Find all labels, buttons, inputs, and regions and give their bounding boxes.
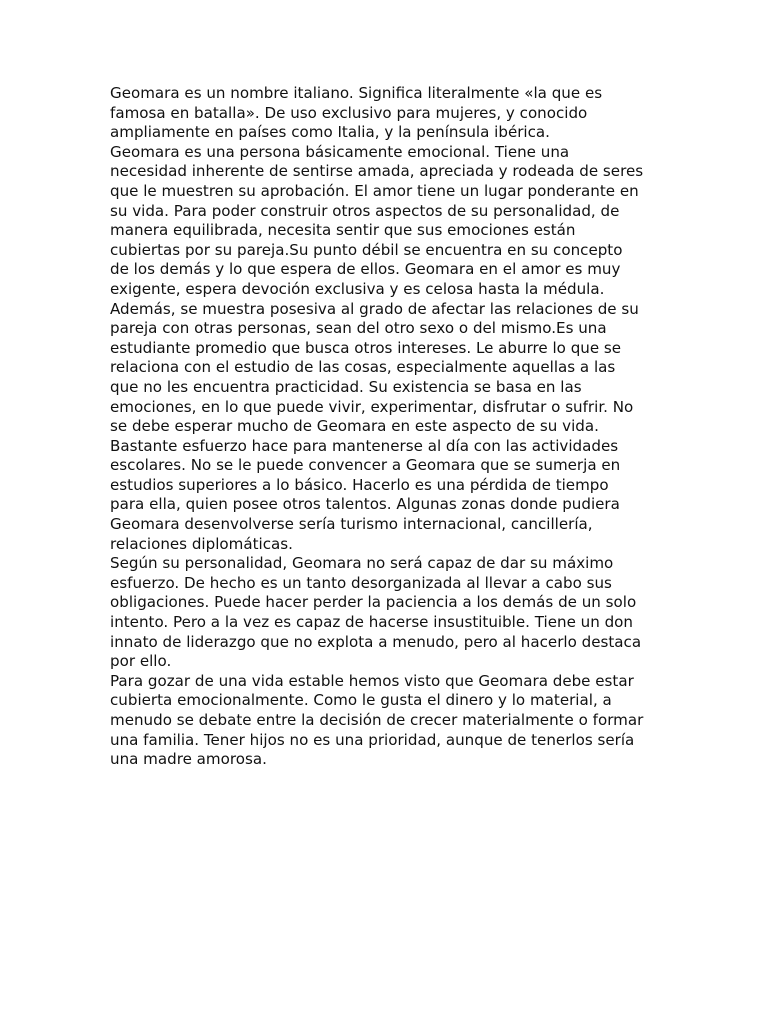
text-line: una madre amorosa. <box>110 750 267 769</box>
text-line: su vida. Para poder construir otros aspectos de su personalidad, de <box>110 201 620 220</box>
text-line: Bastante esfuerzo hace para mantenerse al día con las actividades <box>110 436 619 455</box>
text-line: Para gozar de una vida estable hemos visto que Geomara debe estar <box>110 671 634 690</box>
text-line: necesidad inherente de sentirse amada, apreciada y rodeada de seres <box>110 162 644 181</box>
text-line: famosa en batalla». De uso exclusivo para mujeres, y conocido <box>110 103 588 122</box>
text-line: Además, se muestra posesiva al grado de afectar las relaciones de su <box>110 299 639 318</box>
text-line: cubierta emocionalmente. Como le gusta el dinero y lo material, a <box>110 691 612 710</box>
text-line: innato de liderazgo que no explota a menudo, pero al hacerlo destaca <box>110 632 642 651</box>
text-line: ampliamente en países como Italia, y la península ibérica. <box>110 123 550 142</box>
text-line: una familia. Tener hijos no es una prioridad, aunque de tenerlos sería <box>110 730 635 749</box>
text-line: de los demás y lo que espera de ellos. Geomara en el amor es muy <box>110 260 621 279</box>
text-line: Geomara desenvolverse sería turismo internacional, cancillería, <box>110 515 593 534</box>
text-line: cubiertas por su pareja.Su punto débil se encuentra en su concepto <box>110 240 623 259</box>
text-line: Geomara es un nombre italiano. Significa literalmente «la que es <box>110 84 603 102</box>
text-line: por ello. <box>110 652 172 671</box>
document-body <box>110 84 662 770</box>
text-line: que no les encuentra practicidad. Su existencia se basa en las <box>110 377 582 396</box>
text-line: que le muestren su aprobación. El amor tiene un lugar ponderante en <box>110 181 639 200</box>
text-line: obligaciones. Puede hacer perder la paciencia a los demás de un solo <box>110 593 637 612</box>
text-line: menudo se debate entre la decisión de crecer materialmente o formar <box>110 711 644 729</box>
text-line: intento. Pero a la vez es capaz de hacerse insustituible. Tiene un don <box>110 613 633 632</box>
text-line: esfuerzo. De hecho es un tanto desorganizada al llevar a cabo sus <box>110 573 612 592</box>
text-line: manera equilibrada, necesita sentir que sus emociones están <box>110 221 576 240</box>
text-line: Geomara es una persona básicamente emocional. Tiene una <box>110 142 570 161</box>
text-line: escolares. No se le puede convencer a Geomara que se sumerja en <box>110 456 621 475</box>
text-line: Según su personalidad, Geomara no será capaz de dar su máximo <box>110 554 614 573</box>
text-line: relaciones diplomáticas. <box>110 534 293 553</box>
text-line: estudiante promedio que busca otros intereses. Le aburre lo que se <box>110 338 622 357</box>
text-line: relaciona con el estudio de las cosas, especialmente aquellas a las <box>110 358 616 377</box>
text-line: se debe esperar mucho de Geomara en este aspecto de su vida. <box>110 417 599 436</box>
text-line: pareja con otras personas, sean del otro sexo o del mismo.Es una <box>110 319 607 338</box>
text-line: exigente, espera devoción exclusiva y es celosa hasta la médula. <box>110 279 605 298</box>
text-line: estudios superiores a lo básico. Hacerlo es una pérdida de tiempo <box>110 475 609 494</box>
text-line: emociones, en lo que puede vivir, experimentar, disfrutar o sufrir. No <box>110 397 634 416</box>
text-line: para ella, quien posee otros talentos. Algunas zonas donde pudiera <box>110 495 620 514</box>
